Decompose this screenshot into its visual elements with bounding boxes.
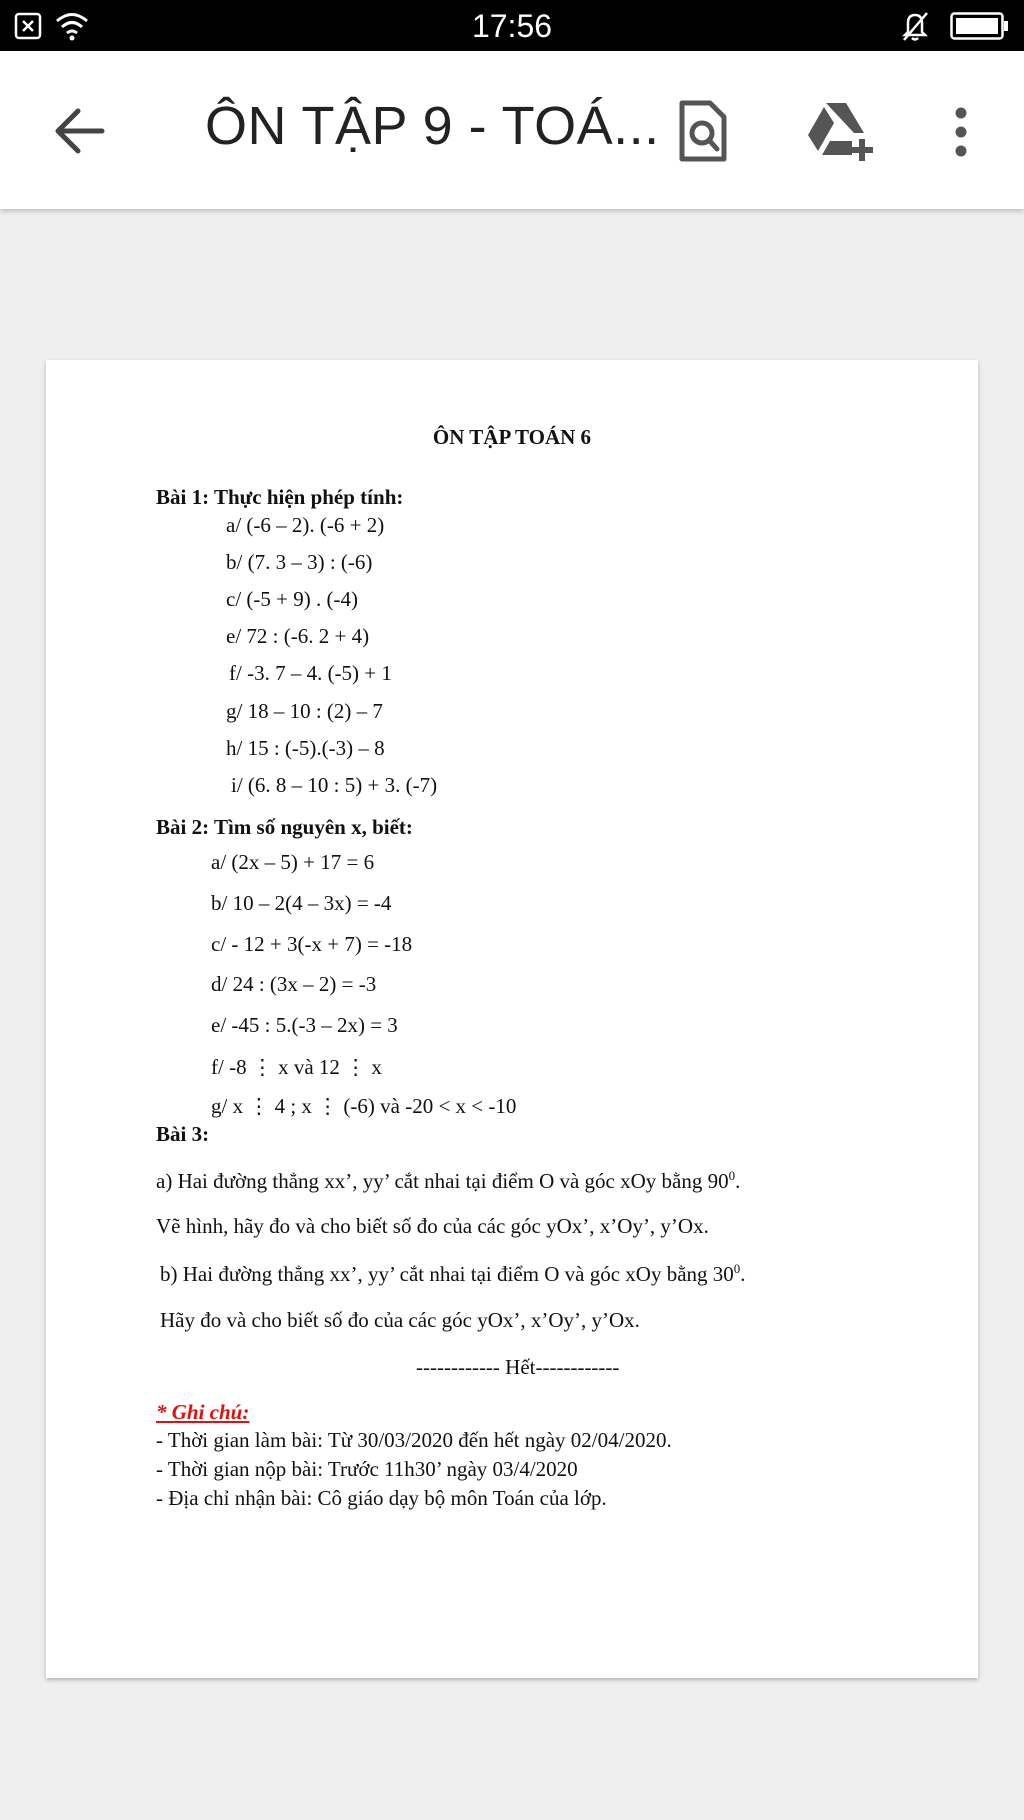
bai2-item-c: c/ - 12 + 3(-x + 7) = -18 [211, 932, 413, 956]
battery-icon [950, 12, 1010, 40]
note-line: - Thời gian làm bài: Từ 30/03/2020 đến hết ngày 02/04/2020. [156, 1428, 672, 1452]
document-page[interactable] [46, 360, 978, 1678]
back-arrow-icon[interactable] [52, 106, 106, 156]
bai1-item-c: c/ (-5 + 9) . (-4) [226, 587, 358, 611]
bell-off-icon [900, 10, 930, 42]
bai3-a-line2: Vẽ hình, hãy đo và cho biết số đo của các góc yOx’, x’Oy’, y’Ox. [156, 1214, 709, 1238]
more-vert-icon[interactable] [952, 107, 970, 157]
bai3-b-line1: b) Hai đường thẳng xx’, yy’ cắt nhai tại điểm O và góc xOy bằng $30^0$. [160, 1261, 746, 1286]
end-mark: ------------ Hết------------ [416, 1355, 620, 1379]
bai1-item-g: g/ 18 – 10 : (2) – 7 [226, 699, 383, 723]
bai2-item-d: d/ 24 : (3x – 2) = -3 [211, 972, 377, 996]
bai2-item-f: f/ -8 ⋮ x và 12 ⋮ x [211, 1055, 382, 1079]
bai1-item-e: e/ 72 : (-6. 2 + 4) [226, 624, 370, 648]
add-to-drive-icon[interactable] [808, 101, 876, 161]
note-line: - Thời gian nộp bài: Trước 11h30’ ngày 03/4/2020 [156, 1457, 578, 1481]
notes-heading: * Ghi chú: [156, 1400, 250, 1424]
bai2-item-a: a/ (2x – 5) + 17 = 6 [211, 850, 375, 874]
note-line: - Địa chỉ nhận bài: Cô giáo dạy bộ môn Toán của lớp. [156, 1486, 607, 1510]
app-bar [0, 51, 1024, 209]
bai1-item-h: h/ 15 : (-5).(-3) – 8 [226, 736, 385, 760]
bai1-item-a: a/ (-6 – 2). (-6 + 2) [226, 513, 385, 537]
bai2-item-g: g/ x ⋮ 4 ; x ⋮ (-6) và -20 < x < -10 [211, 1094, 517, 1118]
bai1-item-i: i/ (6. 8 – 10 : 5) + 3. (-7) [231, 773, 438, 797]
bai2-heading: Bài 2: Tìm số nguyên x, biết: [156, 815, 413, 839]
bai3-b-line2: Hãy đo và cho biết số đo của các góc yOx’, x’Oy’, y’Ox. [160, 1308, 640, 1332]
document-title: ÔN TẬP 9 - TOÁ... [205, 96, 660, 156]
bai2-item-e: e/ -45 : 5.(-3 – 2x) = 3 [211, 1013, 398, 1037]
bai2-item-b: b/ 10 – 2(4 – 3x) = -4 [211, 891, 392, 915]
find-in-page-icon[interactable] [676, 99, 730, 163]
status-time: 17:56 [471, 8, 553, 44]
doc-heading: ÔN TẬP TOÁN 6 [432, 425, 592, 449]
status-bar [0, 0, 1024, 51]
bai3-a-line1: a) Hai đường thẳng xx’, yy’ cắt nhai tại điểm O và góc xOy bằng $90^0$. [156, 1168, 741, 1193]
bai1-item-b: b/ (7. 3 – 3) : (-6) [226, 550, 373, 574]
bai3-heading: Bài 3: [156, 1122, 210, 1146]
bai1-item-f: f/ -3. 7 – 4. (-5) + 1 [229, 661, 392, 685]
bai1-heading: Bài 1: Thực hiện phép tính: [156, 485, 404, 509]
